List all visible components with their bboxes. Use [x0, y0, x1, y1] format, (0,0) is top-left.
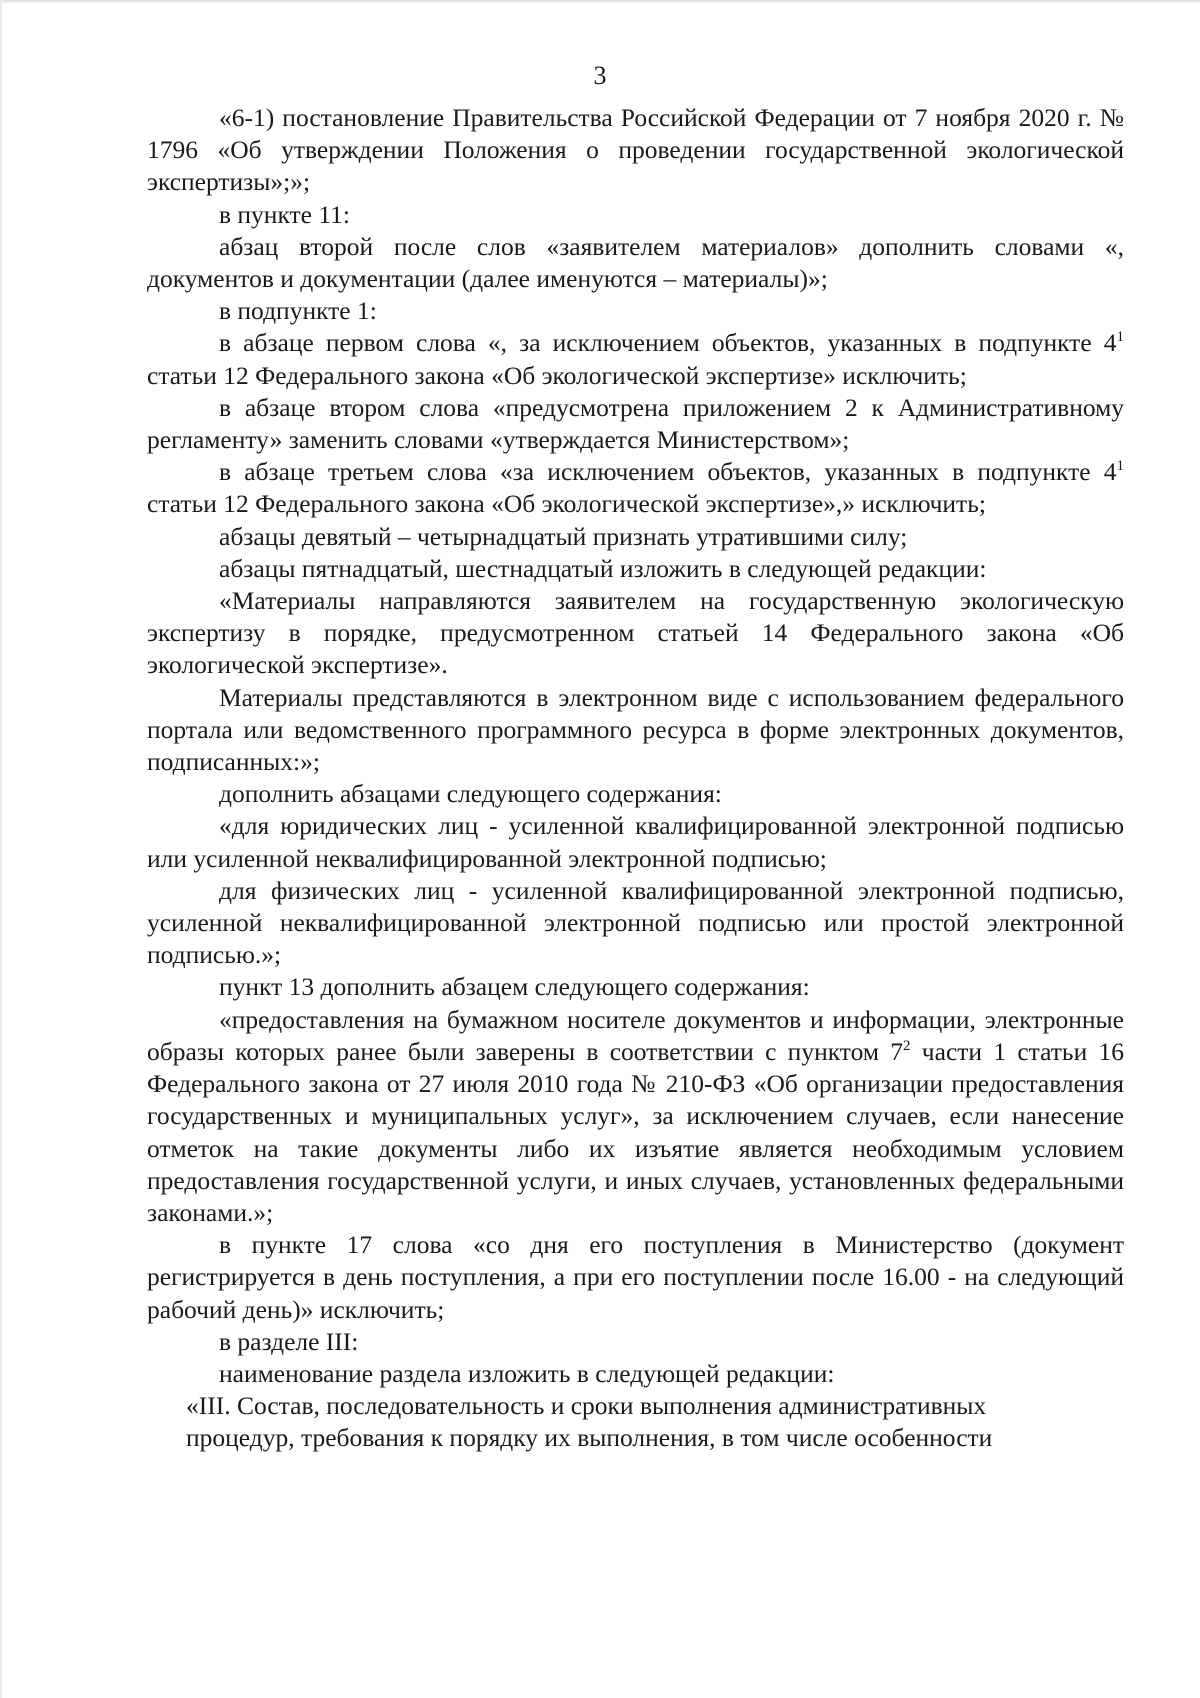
document-body	[147, 102, 1124, 1455]
paragraph: «для юридических лиц - усиленной квалифицированной электронной подписью или усиленной неквалифицированной электронной подписью;	[147, 811, 1124, 873]
paragraph	[147, 1004, 1124, 1229]
paragraph-text: части 1 статьи 16 Федерального закона от 27 июля 2010 года № 210-ФЗ «Об организации предоставления государственных и муниципальных услуг», за исключением случаев, если нанесение отметок на такие документы либо их изъятие является необходимым условием предоставления государственной услуги, и иных случаев, установленных федеральными законами.»;	[147, 1036, 1124, 1227]
paragraph-text: статьи 12 Федерального закона «Об экологической экспертизе»,» исключить;	[147, 489, 986, 519]
paragraph: пункт 13 дополнить абзацем следующего содержания:	[219, 972, 810, 1002]
paragraph: абзацы пятнадцатый, шестнадцатый изложить в следующей редакции:	[219, 553, 987, 583]
paragraph: в абзаце втором слова «предусмотрена приложением 2 к Административному регламенту» заменить словами «утверждается Министерством»;	[147, 392, 1124, 455]
paragraph: в подпункте 1:	[219, 296, 377, 326]
paragraph-text: в абзаце третьем слова «за исключением объектов, указанных в подпункте 4	[219, 457, 1117, 487]
paragraph	[147, 327, 1124, 391]
superscript: 1	[1116, 329, 1124, 346]
paragraph: в пункте 11:	[219, 199, 350, 229]
paragraph: Материалы представляются в электронном виде с использованием федерального портала или ведомственного программного ресурса в форме электронных документов, подписанных:»;	[147, 682, 1124, 777]
section-heading-line: процедур, требования к порядку их выполнения, в том числе особенности	[186, 1423, 993, 1453]
paragraph-text: статьи 12 Федерального закона «Об экологической экспертизе» исключить;	[147, 360, 967, 390]
paragraph: «Материалы направляются заявителем на государственную экологическую экспертизу в порядке, предусмотренном статьей 14 Федерального закона «Об экологической экспертизе».	[147, 586, 1124, 680]
paragraph-text: «предоставления на бумажном носителе документов и информации, электронные образы которых ранее были заверены в соответствии с пунктом 7	[147, 1004, 1124, 1066]
paragraph: для физических лиц - усиленной квалифицированной электронной подписью, усиленной неквалифицированной электронной подписью или простой электронной подписью.»;	[147, 875, 1124, 970]
page-number: 3	[593, 61, 607, 90]
paragraph: в разделе III:	[219, 1326, 359, 1356]
scan-edge	[0, 0, 1200, 4]
paragraph-text: в абзаце первом слова «, за исключением объектов, указанных в подпункте 4	[219, 328, 1117, 358]
superscript: 1	[1116, 458, 1124, 475]
paragraph: абзац второй после слов «заявителем материалов» дополнить словами «, документов и документации (далее именуются – материалы)»;	[147, 231, 1124, 294]
paragraph: «6-1) постановление Правительства Российской Федерации от 7 ноября 2020 г. № 1796 «Об утверждении Положения о проведении государственной экологической экспертизы»;»;	[147, 103, 1124, 197]
scan-edge	[0, 0, 3, 1698]
section-heading-line: «III. Состав, последовательность и сроки выполнения административных	[186, 1391, 987, 1421]
paragraph: наименование раздела изложить в следующей редакции:	[219, 1358, 835, 1388]
paragraph	[147, 456, 1124, 520]
section-heading	[147, 1390, 1124, 1454]
paragraph: абзацы девятый – четырнадцатый признать утратившими силу;	[219, 521, 908, 551]
paragraph: дополнить абзацами следующего содержания:	[219, 779, 722, 809]
paragraph: в пункте 17 слова «со дня его поступления в Министерство (документ регистрируется в день поступления, а при его поступлении после 16.00 - на следующий рабочий день)» исключить;	[147, 1230, 1124, 1324]
superscript: 2	[903, 1037, 911, 1054]
